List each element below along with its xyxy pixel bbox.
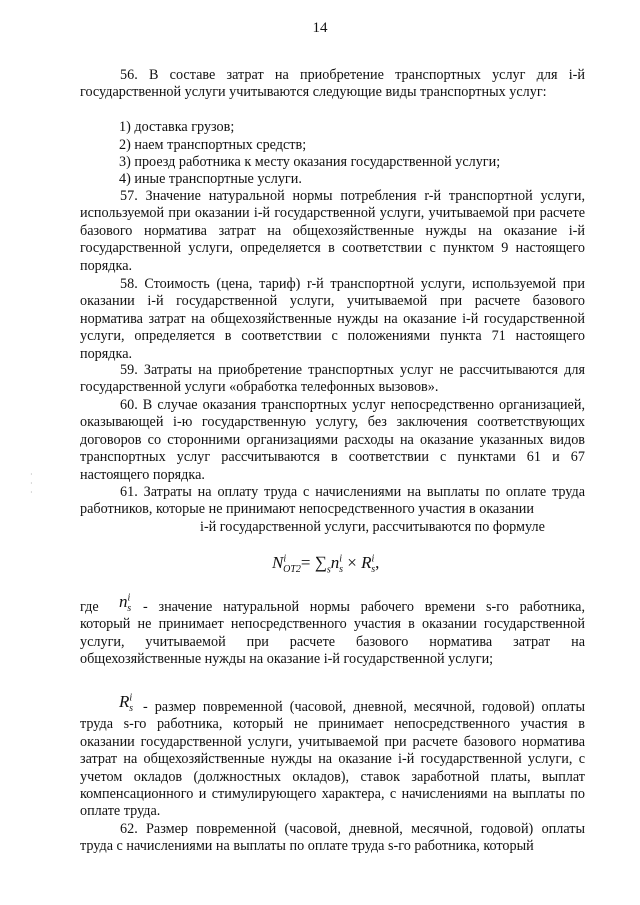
paragraph-60: 60. В случае оказания транспортных услуг непосредственно организацией, оказывающей i-ю государственную услугу, без заключения соответствующих договоров со сторонними организациями расходы на оказание указанных видов транспортных услуг рассчитываются в соответствии с пунктами 61 и 67 настоящего порядка. (80, 397, 585, 483)
margin-mark: · · · (30, 470, 33, 497)
symbol-n: $n^i_s$ (119, 592, 132, 615)
paragraph-57: 57. Значение натуральной нормы потребления r-й транспортной услуги, используемой при оказании i-й государственной услуги, учитываемой при расчете базового норматива затрат на общехозяйственные нужды на оказание i-й государственной услуги, определяется в соответствии с пунктом 9 настоящего порядка. (80, 188, 585, 274)
symbol-r: $R^i_s$ (119, 692, 134, 715)
paragraph-61-tail: i-й государственной услуги, рассчитываются по формуле (200, 519, 545, 535)
list-item-2: 2) наем транспортных средств; (119, 137, 307, 153)
formula: $N^i_{ОТ2}= \sum_sn^i_s \times R^i_s$, (272, 553, 380, 576)
list-item-3: 3) проезд работника к месту оказания государственной услуги; (119, 154, 501, 170)
list-item-1: 1) доставка грузов; (119, 119, 235, 135)
paragraph-58: 58. Стоимость (цена, тариф) r-й транспортной услуги, используемой при оказании i-й государственной услуги, учитываемой при расчете базового норматива затрат на общехозяйственные нужды на оказание i-й государственной услуги, определяется в соответствии с положениями пункта 71 настоящего порядка. (80, 276, 585, 362)
paragraph-59: 59. Затраты на приобретение транспортных услуг не рассчитываются для государственной услуги «обработка телефонных вызовов». (80, 362, 585, 396)
definition-r: - размер повременной (часовой, дневной, месячной, годовой) оплаты труда s-го работника, который не принимает непосредственного участия в оказании государственной услуги, учитываемой при расчете базового норматива затрат на общехозяйственные нужды на оказание i-й государственной услуги, с учетом окладов (должностных окладов), ставок заработной платы, выплат компенсационного и стимулирующего характера, с начислениями на выплаты по оплате труда. (80, 699, 585, 820)
definition-n: - значение натуральной нормы рабочего времени s-го работника, который не принимает непосредственного участия в оказании государственной услуги, учитываемой при расчете базового норматива затрат на общехозяйственные нужды на оказание i-й государственной услуги; (80, 599, 585, 668)
page-number: 14 (312, 20, 328, 36)
paragraph-56: 56. В составе затрат на приобретение транспортных услуг для i-й государственной услуги учитываются следующие виды транспортных услуг: (80, 67, 585, 101)
paragraph-62: 62. Размер повременной (часовой, дневной, месячной, годовой) оплаты труда с начислениями на выплаты по оплате труда s-го работника, который (80, 821, 585, 855)
list-item-4: 4) иные транспортные услуги. (119, 171, 302, 187)
where-label: где (80, 599, 99, 615)
paragraph-61: 61. Затраты на оплату труда с начислениями на выплаты по оплате труда работников, которые не принимают непосредственного участия в оказании (80, 484, 585, 518)
